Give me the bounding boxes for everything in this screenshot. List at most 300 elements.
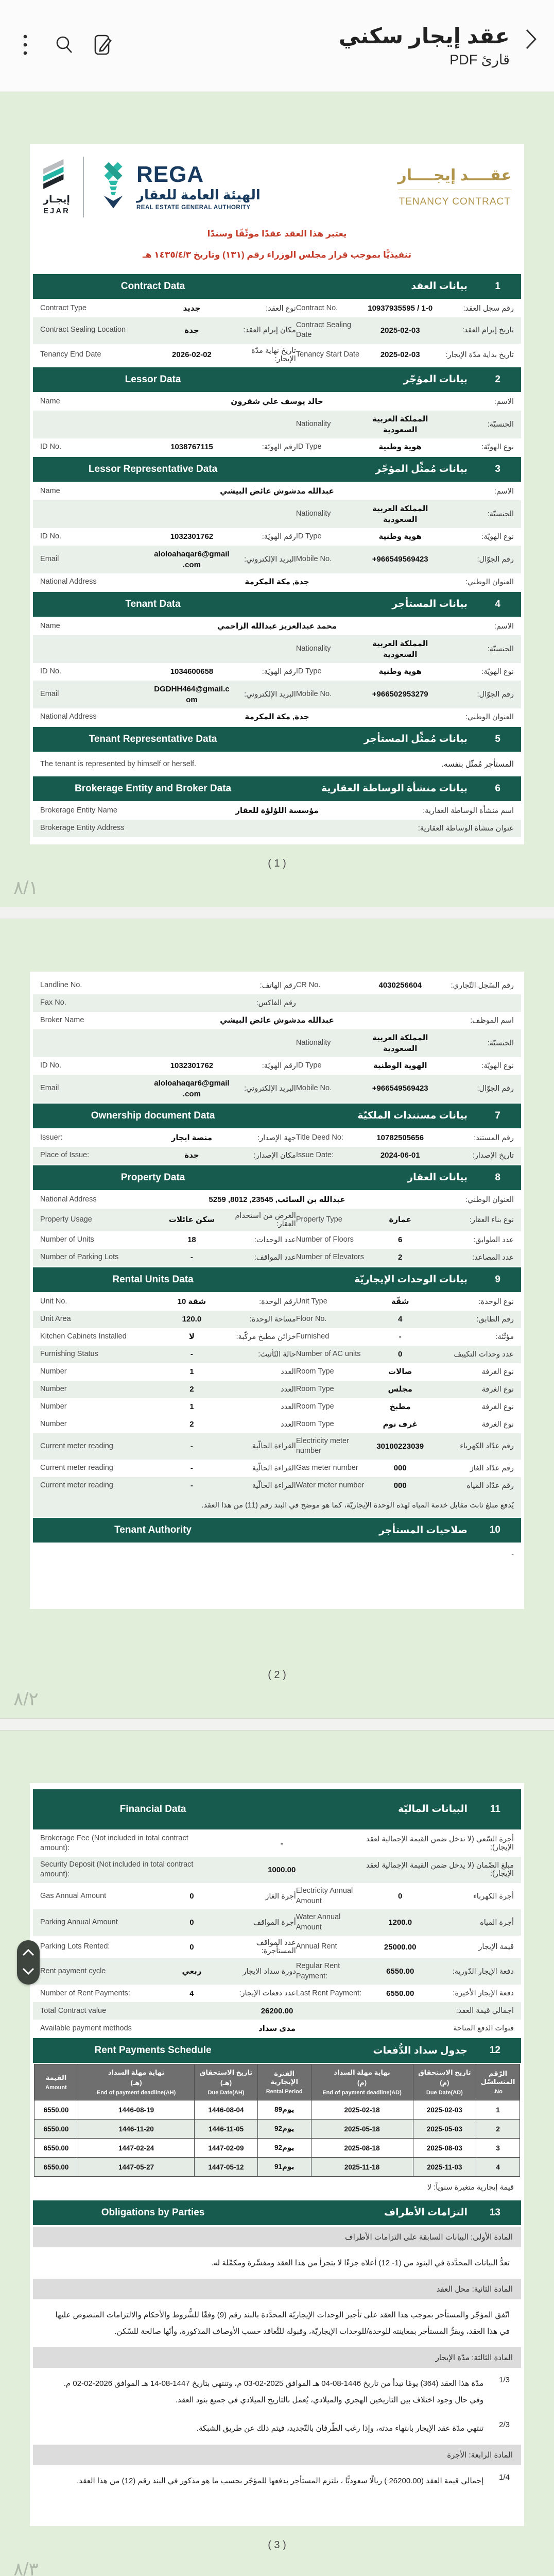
field-label-arabic: قنوات الدفع المتاحة xyxy=(453,2024,514,2033)
field-label-english: ID Type xyxy=(296,532,322,540)
row-room-type xyxy=(33,1416,521,1433)
field-label-english: Number of Units xyxy=(40,1235,94,1244)
schedule-header-english: Due Date(AH) xyxy=(207,2090,245,2096)
field-label-english: Regular Rent Payment: xyxy=(296,1962,340,1980)
chevron-down-icon xyxy=(22,1967,35,1977)
section-number: 3 xyxy=(495,463,500,474)
row-id-type xyxy=(33,438,521,456)
field-label-english: Issuer: xyxy=(40,1133,63,1142)
schedule-row xyxy=(34,2120,520,2139)
clause-text: إجمالي قيمة العقد (26200.00 ) ريالًا سعوديًّا ، يلتزم المستأجر بدفعها للمؤجّر بحسب ما هو مذكور في البند رقم (12) من هذا العقد. xyxy=(77,2476,484,2485)
field-label-english: Email xyxy=(40,689,59,698)
back-button[interactable] xyxy=(519,28,543,52)
row-nationality xyxy=(33,1029,521,1057)
section-number: 5 xyxy=(495,733,500,744)
field-value: 1 xyxy=(189,1402,194,1412)
field-label-arabic: عدد المواقف المستأجرة: xyxy=(256,1939,296,1956)
section-header-tenant-authority xyxy=(33,1518,521,1543)
field-value: الهوية الوطنية xyxy=(373,1061,427,1071)
rega-logo-english: REAL ESTATE GENERAL AUTHORITY xyxy=(136,205,251,211)
schedule-header-arabic: تاريخ الاستحقاق xyxy=(418,2069,471,2077)
schedule-column-header xyxy=(195,2064,258,2100)
schedule-header-english: End of payment deadline(AH) xyxy=(96,2090,176,2096)
page-footer xyxy=(13,844,524,907)
field-label-arabic: أجرة السّعي (لا تدخل ضمن القيمة الإجمالية لعقد الإيجار): xyxy=(366,1835,514,1852)
rega-palm-icon xyxy=(96,162,130,212)
field-value: 1034600658 xyxy=(170,667,214,676)
section-header-tenant-representative-data xyxy=(33,727,521,752)
section-title-arabic: بيانات العقار xyxy=(407,1172,468,1183)
field-value: aloloahaqar6@gmail.com xyxy=(154,549,230,569)
field-label-english: Property Usage xyxy=(40,1215,92,1224)
schedule-cell: 1446-11-05 xyxy=(195,2120,258,2139)
row-furnished xyxy=(33,1328,521,1346)
field-label-english: Water meter number xyxy=(296,1481,365,1490)
schedule-cell: 2025-02-18 xyxy=(311,2100,413,2120)
clause-row xyxy=(33,2467,521,2496)
field-label-english: Mobile No. xyxy=(296,554,332,563)
field-value: منصة ايجار xyxy=(171,1133,213,1143)
field-label-english: Unit No. xyxy=(40,1297,67,1306)
field-value: +966549569423 xyxy=(372,555,428,564)
page-number: ( 3 ) xyxy=(268,2539,286,2551)
field-label-arabic: رقم الطابق: xyxy=(476,1315,514,1324)
field-label-arabic: رقم الجوّال: xyxy=(477,1084,514,1093)
field-label-arabic: الجنسيّة: xyxy=(487,510,514,518)
field-value: +966549569423 xyxy=(372,1084,428,1093)
field-label-arabic: نوع الوحدة: xyxy=(478,1297,514,1306)
scroll-down-button[interactable] xyxy=(19,1964,38,1979)
field-value: 1000.00 xyxy=(268,1865,296,1874)
schedule-cell: 1446-08-19 xyxy=(78,2100,194,2120)
field-label-english: ID No. xyxy=(40,1061,62,1070)
row-room-type xyxy=(33,1398,521,1416)
page-number: ( 1 ) xyxy=(268,857,286,869)
section-number: 2 xyxy=(495,374,500,385)
field-value: 2 xyxy=(189,1420,194,1429)
field-label-english: Name xyxy=(40,486,60,495)
field-label-english: Annual Rent xyxy=(296,1942,337,1951)
section-title-english: Rent Payments Schedule xyxy=(94,2045,212,2056)
field-label-arabic: نوع الغرفة xyxy=(481,1420,514,1429)
field-label-arabic: العدد xyxy=(281,1367,296,1376)
field-value: ربعي xyxy=(182,1967,202,1976)
section-header-property-data xyxy=(33,1165,521,1190)
schedule-header-calendar: (هـ) xyxy=(130,2079,142,2087)
field-value: مدى سداد xyxy=(258,2024,296,2033)
field-label-arabic: القراءة الحالّية xyxy=(252,1481,296,1490)
row-id-type xyxy=(33,1057,521,1075)
schedule-header-calendar: (م) xyxy=(357,2079,367,2087)
field-label-arabic: العدد xyxy=(281,1420,296,1429)
field-label-english: Fax No. xyxy=(40,998,66,1007)
field-value: - xyxy=(190,1442,193,1451)
row-tenant-self-represented xyxy=(33,753,521,775)
field-label-english: Current meter reading xyxy=(40,1442,113,1450)
clause-text: مدّة هذا العقد (364) يومًا تبدأ من تاريخ 1446-08-04 هـ الموافق 2025-02-03 م، وتنتهي بتاريخ 1447-08-14 هـ الموافق 2026-02-02 م. وفي حال وجود اختلاف بين التاريخين الهجري والميلادي، يُعمل بالتاريخ الميلادي في جميع بنود العقد. xyxy=(63,2379,484,2404)
field-label-arabic: تاريخ إبرام العقد: xyxy=(462,326,514,335)
field-label-arabic: العدد xyxy=(281,1402,296,1411)
schedule-cell: 2025-11-03 xyxy=(413,2158,476,2177)
field-label-english: Contract No. xyxy=(296,303,338,312)
note-row: يُدفع مبلغ ثابت مقابل خدمة المياه لهذه الوحدة الإيجاريّة، كما هو موضح في البند رقم (11) من هذا العقد. xyxy=(33,1495,521,1517)
row-electricity-meter-number xyxy=(33,1433,521,1460)
search-button[interactable] xyxy=(53,34,76,58)
note-row: - xyxy=(511,1550,514,1559)
article-heading: المادة الأولى: البيانات السابقة على التزامات الأطراف xyxy=(33,2227,521,2247)
field-value: المملكة العربية السعودية xyxy=(372,414,428,434)
field-label-arabic: نوع بناء العقار: xyxy=(469,1215,514,1224)
field-label-arabic: رقم عدّاد المياه xyxy=(466,1481,514,1490)
field-label-english: Number of Floors xyxy=(296,1235,354,1244)
section-number: 12 xyxy=(489,2045,500,2056)
section-title-english: Rental Units Data xyxy=(112,1274,194,1285)
field-label-arabic: اسم منشأة الوساطة العقارية: xyxy=(423,806,514,815)
field-label-arabic: جهة الإصدار: xyxy=(257,1133,296,1142)
section-number: 6 xyxy=(495,783,500,794)
field-label-arabic: رقم الهويّة: xyxy=(262,667,296,676)
schedule-cell: 1447-05-12 xyxy=(195,2158,258,2177)
row-number-of-ac-units xyxy=(33,1346,521,1363)
section-title-arabic: بيانات منشأة الوساطة العقارية xyxy=(321,783,468,794)
row-unit-type xyxy=(33,1293,521,1311)
field-label-english: National Address xyxy=(40,577,97,586)
field-label-arabic: قيمة الإيجار xyxy=(478,1943,514,1952)
field-label-english: ID Type xyxy=(296,667,322,675)
field-value: 0 xyxy=(398,1350,403,1359)
row-number-of-elevators xyxy=(33,1249,521,1266)
field-value: 2 xyxy=(189,1385,194,1394)
field-value: 4030256604 xyxy=(378,981,422,990)
field-value: هوية وطنية xyxy=(378,443,422,452)
field-label-english: Nationality xyxy=(296,509,331,518)
field-label-english: Room Type xyxy=(296,1367,334,1376)
field-label-english: Number of Parking Lots xyxy=(40,1252,119,1261)
field-value: - xyxy=(190,1253,193,1262)
field-value: عبدالله بن السائب, 23545, 8012, 5259 xyxy=(209,1195,345,1205)
schedule-cell: 2025-05-03 xyxy=(413,2120,476,2139)
section-title-english: Tenant Data xyxy=(125,598,181,609)
field-label-english: Number xyxy=(40,1367,67,1376)
schedule-cell: 2025-08-18 xyxy=(311,2139,413,2158)
field-value: - xyxy=(190,1350,193,1359)
kebab-menu-icon xyxy=(23,33,28,58)
field-label-english: Number xyxy=(40,1402,67,1411)
scroll-up-button[interactable] xyxy=(19,1945,38,1961)
section-title-arabic: بيانات مُمثِّل المستأجر xyxy=(363,734,468,745)
field-label-english: Brokerage Entity Address xyxy=(40,823,125,832)
field-label-english: Email xyxy=(40,1083,59,1092)
schedule-cell: 2 xyxy=(476,2120,520,2139)
field-label-arabic: عدد دفعات الإيجار: xyxy=(239,1989,296,1998)
field-value: عبدالله مدشوش عائض البيشي xyxy=(220,487,334,496)
field-label-arabic: عدد المصاعد: xyxy=(472,1253,514,1262)
field-label-arabic: رقم الهاتف: xyxy=(259,981,296,990)
field-label-english: Nationality xyxy=(296,1038,331,1047)
section-number: 7 xyxy=(495,1110,500,1121)
section-title-arabic: بيانات الوحدات الإيجاريّة xyxy=(354,1274,468,1285)
overflow-menu-button[interactable] xyxy=(13,34,37,58)
field-value: aloloahaqar6@gmail.com xyxy=(154,1078,230,1098)
contract-title-block xyxy=(398,166,512,208)
pdf-page xyxy=(0,1731,554,2576)
section-title-arabic: بيانات المستأجر xyxy=(392,599,468,610)
field-value: مؤسسة اللؤلؤة للعقار xyxy=(235,806,319,816)
field-value: جدة xyxy=(184,326,199,335)
row-annual-rent xyxy=(33,1936,521,1958)
schedule-header-arabic: تاريخ الاستحقاق xyxy=(199,2069,253,2077)
row-national-address xyxy=(33,1191,521,1209)
document-card xyxy=(30,972,524,1609)
clause-row xyxy=(33,2301,521,2346)
field-value: جدة, مكة المكرمة xyxy=(245,713,309,722)
field-value: المملكة العربية السعودية xyxy=(372,639,428,659)
schedule-cell: 92يوم xyxy=(257,2139,311,2158)
field-label-arabic: رقم الجوّال: xyxy=(477,690,514,699)
search-icon xyxy=(54,35,75,57)
schedule-cell: 1447-02-24 xyxy=(78,2139,194,2158)
field-label-arabic: اسم الموظف: xyxy=(470,1016,514,1025)
page-number: ( 2 ) xyxy=(268,1669,286,1681)
field-value: 120.0 xyxy=(182,1315,202,1324)
field-label-english: Parking Lots Rented: xyxy=(40,1942,110,1951)
field-label-english: ID No. xyxy=(40,532,62,540)
field-value: 6550.00 xyxy=(386,1967,414,1976)
field-label-arabic: رقم الهويّة: xyxy=(262,1061,296,1070)
page-footer xyxy=(13,1656,524,1718)
field-label-english: Current meter reading xyxy=(40,1464,113,1472)
section-title-english: Tenant Representative Data xyxy=(89,733,217,744)
field-label-english: Unit Type xyxy=(296,1297,327,1306)
field-value: 000 xyxy=(393,1481,407,1490)
field-label-arabic: رقم الوحدة: xyxy=(259,1297,296,1306)
field-label-arabic: البريد الإلكتروني: xyxy=(244,1084,296,1093)
row-brokerage-entity-name xyxy=(33,802,521,820)
chevron-right-icon xyxy=(523,27,539,53)
field-label-english: Electricity Annual Amount xyxy=(296,1886,353,1905)
ejar-logo-english: EJAR xyxy=(43,206,70,215)
field-value: لا xyxy=(188,1332,195,1342)
field-label-arabic: نوع العقد: xyxy=(266,304,296,313)
field-label-arabic: مؤثّثة: xyxy=(495,1332,514,1341)
schedule-cell: 1446-11-20 xyxy=(78,2120,194,2139)
field-label-english: Title Deed No: xyxy=(296,1133,343,1142)
field-label-english: Nationality xyxy=(296,644,331,653)
section-title-english: Ownership document Data xyxy=(91,1110,215,1121)
field-label-arabic: عنوان منشأة الوساطة العقارية: xyxy=(418,824,514,833)
rega-logo xyxy=(96,162,261,212)
field-label-arabic: خزائن مطبخ مركّبة: xyxy=(236,1332,296,1341)
section-title-english: Brokerage Entity and Broker Data xyxy=(75,783,232,794)
schedule-cell: 6550.00 xyxy=(34,2100,78,2120)
schedule-header-english: End of payment deadline(AD) xyxy=(322,2090,402,2096)
field-label-english: Mobile No. xyxy=(296,689,332,698)
field-value: 000 xyxy=(393,1464,407,1473)
schedule-cell: 2025-05-18 xyxy=(311,2120,413,2139)
field-value: 1032301762 xyxy=(170,1061,214,1071)
field-value: 6550.00 xyxy=(386,1989,414,1998)
schedule-cell: 91يوم xyxy=(257,2158,311,2177)
rent-payments-table xyxy=(34,2064,520,2177)
section-title-arabic: البيانات الماليّة xyxy=(398,1804,468,1815)
field-label-english: Mobile No. xyxy=(296,1083,332,1092)
schedule-column-header xyxy=(311,2064,413,2100)
row-nationality xyxy=(33,411,521,438)
rega-logo-arabic: الهيئة العامة للعقار xyxy=(136,187,261,202)
field-value: 0 xyxy=(189,1892,194,1901)
field-value: هوية وطنية xyxy=(378,532,422,541)
row-electricity-annual-amount xyxy=(33,1883,521,1909)
field-value: 18 xyxy=(187,1235,196,1245)
field-value: 0 xyxy=(398,1892,403,1901)
section-header-tenant-data xyxy=(33,592,521,617)
schedule-cell: 6550.00 xyxy=(34,2158,78,2177)
section-title-arabic: التزامات الأطراف xyxy=(384,2207,468,2218)
schedule-cell: 3 xyxy=(476,2139,520,2158)
section-title-english: Financial Data xyxy=(119,1803,186,1815)
row-mobile-no xyxy=(33,546,521,573)
pdf-page xyxy=(0,919,554,1718)
field-label-english: ID Type xyxy=(296,442,322,451)
field-label-english: Rent payment cycle xyxy=(40,1967,106,1975)
note-arabic: المستأجر مُمثّل بنفسه. xyxy=(441,759,514,769)
row-name xyxy=(33,483,521,500)
legal-notice-line2: تنفيذيًّا بموجب قرار مجلس الوزراء رقم (١٣١) وتاريخ ١٤٣٥/٤/٣ هـ xyxy=(142,249,412,260)
section-number: 4 xyxy=(495,598,500,609)
field-label-english: Contract Sealing Date xyxy=(296,320,352,340)
section-header-rent-payments-schedule xyxy=(33,2038,521,2063)
row-contract-no xyxy=(33,300,521,317)
field-label-english: Email xyxy=(40,554,59,563)
field-value: 10937935595 / 1-0 xyxy=(368,304,433,313)
schedule-header-calendar: (م) xyxy=(440,2079,449,2087)
row-water-meter-number xyxy=(33,1477,521,1495)
schedule-cell: 89يوم xyxy=(257,2100,311,2120)
document-card xyxy=(30,1783,524,2526)
field-value: 1032301762 xyxy=(170,532,214,541)
section-title-arabic: بيانات المؤجّر xyxy=(403,374,468,385)
row-fax-no xyxy=(33,994,521,1012)
section-title-english: Contract Data xyxy=(120,280,185,292)
pdf-viewer[interactable] xyxy=(0,92,554,2576)
schedule-header-arabic: نهاية مهلة السداد xyxy=(108,2069,165,2077)
clause-text: اتّفق المؤجّر والمستأجر بموجب هذا العقد على تأجير الوحدات الإيجاريّة المحدَّدة بالبند رقم (9) وفقًا للشُّروط والأحكام والالتزامات المنصوص عليها في هذا العقد، ويقرُّ المستأجر بمعاينته للوحدة/للوحدات الإيجاريّة، وقبوله للتَّعاقد حسب الأوصاف المذكورة، وأنّها صالحة للسّكن. xyxy=(55,2311,510,2336)
row-title-deed-no xyxy=(33,1129,521,1147)
section-number: 13 xyxy=(489,2207,500,2218)
field-value: DGDHH464@gmail.com xyxy=(154,684,230,704)
field-value: مجلس xyxy=(388,1385,412,1394)
field-label-arabic: رقم الجوّال: xyxy=(477,555,514,564)
row-total-contract-value xyxy=(33,2002,521,2020)
field-label-english: Kitchen Cabinets Installed xyxy=(40,1332,127,1341)
section-title-english: Property Data xyxy=(120,1172,185,1183)
section-header-lessor-data xyxy=(33,367,521,392)
field-label-arabic: الجنسيّة: xyxy=(487,645,514,653)
note-row: قيمة إيجارية متغيرة سنوياً: لا xyxy=(427,2183,514,2192)
field-label-arabic: العنوان الوطني: xyxy=(465,713,514,721)
row-mobile-no xyxy=(33,1075,521,1103)
field-value: جدة xyxy=(184,1151,199,1160)
section-header-lessor-representative-data xyxy=(33,457,521,482)
section-header-financial-data xyxy=(33,1789,521,1829)
schedule-cell: 6550.00 xyxy=(34,2139,78,2158)
pdf-page xyxy=(0,92,554,907)
field-label-english: Number xyxy=(40,1384,67,1393)
field-value: 4 xyxy=(189,1989,194,1998)
ejar-logo-arabic: إيجـار xyxy=(43,194,70,205)
schedule-header-calendar: (هـ) xyxy=(220,2079,232,2087)
field-label-arabic: نوع الهويّة: xyxy=(481,532,514,541)
field-value: - xyxy=(190,1464,193,1473)
section-title-arabic: صلاحيات المستأجر xyxy=(379,1524,468,1536)
field-value: المملكة العربية السعودية xyxy=(372,504,428,524)
field-label-english: Gas meter number xyxy=(296,1464,358,1472)
field-label-arabic: نوع الغرفة xyxy=(481,1402,514,1411)
field-label-arabic: الاسم: xyxy=(494,397,514,406)
schedule-column-header xyxy=(34,2064,78,2100)
schedule-header-english: Rental Period xyxy=(266,2089,303,2095)
section-header-obligations-by-parties xyxy=(33,2200,521,2225)
field-label-arabic: أجرة المواقف xyxy=(253,1918,296,1927)
field-label-arabic: رقم عدّاد الكهرباء xyxy=(460,1442,514,1451)
schedule-column-header xyxy=(78,2064,194,2100)
field-label-arabic: العنوان الوطني: xyxy=(465,578,514,586)
field-label-arabic: نوع الهويّة: xyxy=(481,667,514,676)
field-value: 30100223039 xyxy=(376,1442,424,1451)
row-brokerage-fee-not-included-in-total-contract-amount xyxy=(33,1831,521,1857)
field-label-english: Floor No. xyxy=(296,1314,327,1323)
schedule-cell: 1446-08-04 xyxy=(195,2100,258,2120)
section-title-arabic: جدول سداد الدُّفعات xyxy=(373,2045,468,2056)
field-value: جدة, مكة المكرمة xyxy=(245,578,309,587)
field-value: 6 xyxy=(398,1235,403,1245)
field-label-arabic: دفعة الإيجار الأخيرة: xyxy=(453,1989,514,1998)
field-label-arabic: رقم الهويّة: xyxy=(262,443,296,451)
field-label-english: CR No. xyxy=(296,980,321,989)
field-value: 2025-02-03 xyxy=(380,350,420,360)
row-floor-no xyxy=(33,1311,521,1328)
row-issue-date xyxy=(33,1147,521,1164)
schedule-header-arabic: القيمة xyxy=(45,2074,67,2082)
rega-logo-name: REGA xyxy=(136,162,204,187)
field-label-arabic: تاريخ نهاية مدّة الإيجار: xyxy=(251,346,296,363)
annotate-button[interactable] xyxy=(92,34,115,58)
row-nationality xyxy=(33,635,521,663)
note-english: The tenant is represented by himself or herself. xyxy=(40,759,197,768)
field-label-arabic: القراءة الحالّية xyxy=(252,1442,296,1451)
schedule-column-header xyxy=(476,2064,520,2100)
article-heading: المادة الثانية: محل العقد xyxy=(33,2279,521,2299)
field-value: 1200.0 xyxy=(388,1918,412,1927)
field-label-arabic: نوع الغرفة xyxy=(481,1385,514,1394)
clause-row xyxy=(33,2414,521,2443)
row-tenancy-start-date xyxy=(33,344,521,366)
field-label-arabic: الاسم: xyxy=(494,487,514,496)
row-last-rent-payment xyxy=(33,1985,521,2002)
schedule-cell: 92يوم xyxy=(257,2120,311,2139)
schedule-cell: 1 xyxy=(476,2100,520,2120)
field-label-arabic: القراءة الحالّية xyxy=(252,1464,296,1472)
field-label-english: Number xyxy=(40,1419,67,1428)
field-value: 0 xyxy=(189,1918,194,1927)
field-label-english: Nationality xyxy=(296,419,331,428)
field-value: هوية وطنية xyxy=(378,667,422,676)
field-label-english: Room Type xyxy=(296,1384,334,1393)
field-label-english: Number of Rent Payments: xyxy=(40,1989,130,1997)
field-label-arabic: مساحة الوحدة: xyxy=(249,1315,296,1324)
field-value: محمد عبدالعزيز عبدالله الزاحمي xyxy=(217,622,337,631)
field-value: مطبخ xyxy=(389,1402,411,1412)
